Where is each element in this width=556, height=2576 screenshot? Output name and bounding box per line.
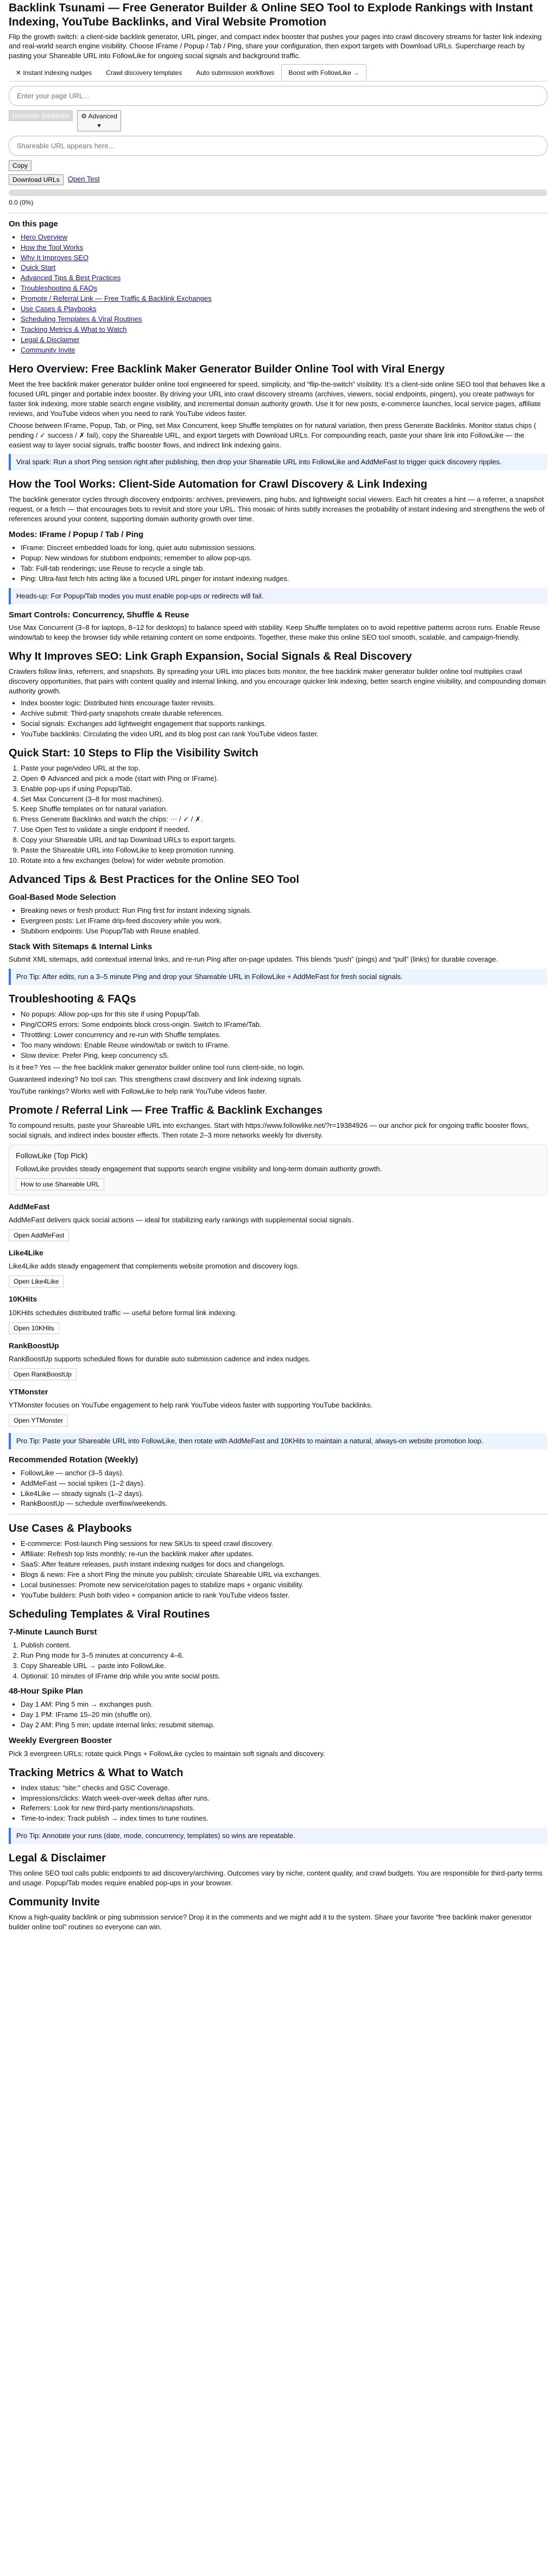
- toc-link[interactable]: Advanced Tips & Best Practices: [21, 274, 121, 282]
- faq-item: Guaranteed indexing? No tool can. This strengthens crawl discovery and link indexing signals.: [9, 1075, 303, 1083]
- page-title: Backlink Tsunami — Free Generator Builder & Online SEO Tool to Explode Rankings with Instant Indexing, YouTube Backlinks, and Viral Website Promotion: [9, 2, 533, 29]
- stack-heading: Stack With Sitemaps & Internal Links: [9, 942, 153, 951]
- how-to-use-share-url-button[interactable]: How to use Shareable URL: [16, 1178, 104, 1190]
- list-item: • Social signals: Exchanges add lightweight engagement that supports rankings.: [21, 719, 547, 729]
- how-paragraph: The backlink generator cycles through discovery endpoints: archives, previewers, ping hubs, and lightweight social viewers. Each hit creates a hint — a referrer, a snapshot request, or a fetch — that encourages bots to revisit and store your URL. This mosaic of hints subtly increases the probability of instant indexing and strengthens the web of references around your content, supporting domain authority growth over time.: [9, 495, 545, 523]
- advanced-label: ⚙ Advanced: [81, 112, 117, 121]
- section-heading-legal: Legal & Disclaimer: [9, 1852, 106, 1865]
- step: 3. Copy Shareable URL → paste into FollowLike.: [21, 1661, 547, 1671]
- rotation-list: [9, 1468, 547, 1509]
- partner-desc: AddMeFast delivers quick social actions — ideal for stabilizing early rankings with supplemental social signals.: [9, 1216, 353, 1224]
- step: 4. Optional: 10 minutes of IFrame drip while you write social posts.: [21, 1671, 547, 1681]
- list-item: • E-commerce: Post-launch Ping sessions for new SKUs to speed crawl discovery.: [21, 1539, 547, 1549]
- tab-auto-submission[interactable]: Auto submission workflows: [189, 64, 281, 81]
- list-item: • YouTube backlinks: Circulating the video URL and its blog post can rank YouTube videos faster.: [21, 729, 547, 739]
- why-paragraph: Crawlers follow links, referrers, and snapshots. By spreading your URL into places bots monitor, the free backlink maker generator builder online tool multiplies crawl discovery opportunities, that pairs with content quality and internal linking, and you encourage quicker link indexing, better search engine visibility, and compounding domain authority growth.: [9, 667, 546, 696]
- list-item: • Slow device: Prefer Ping, keep concurrency ≤5.: [21, 1051, 547, 1060]
- list-item: • Tab: Full-tab renderings; use Reuse to recycle a single tab.: [21, 564, 547, 573]
- modes-heading: Modes: IFrame / Popup / Tab / Ping: [9, 530, 144, 540]
- list-item: • Time-to-index: Track publish → index times to tune routines.: [21, 1814, 547, 1823]
- list-item: • SaaS: After feature releases, push instant indexing nudges for docs and changelogs.: [21, 1560, 547, 1569]
- overview-paragraph: Meet the free backlink maker generator builder online tool engineered for speed, simplicity, and “flip-the-switch” visibility. It’s a client-side online SEO tool that behaves like a focused URL pinger and portable index booster. By driving your URL into crawl discovery streams (archives, viewers, social endpoints, pingers), you create pathways for faster link indexing, more stable search engine visibility, and incremental domain authority growth. Use it for new posts, e-commerce launches, local service pages, affiliate reviews, and YouTube videos when you need to rank YouTube videos faster.: [9, 380, 545, 418]
- modes-list: [9, 543, 547, 584]
- toc-link[interactable]: Community Invite: [21, 345, 75, 354]
- partner-desc: 10KHits schedules distributed traffic — useful before formal link indexing.: [9, 1308, 237, 1317]
- step: 1. Publish content.: [21, 1640, 547, 1650]
- partner-name: AddMeFast: [9, 1202, 50, 1211]
- step: 2. Open ⚙ Advanced and pick a mode (start with Ping or IFrame).: [21, 774, 547, 784]
- toc-item: [21, 273, 547, 283]
- toc-item: [21, 294, 547, 304]
- open-partner-button[interactable]: Open Like4Like: [9, 1276, 64, 1287]
- toc-item: [21, 335, 547, 345]
- list-item: • Index status: “site:” checks and GSC Coverage.: [21, 1783, 547, 1793]
- section-heading-scheduling: Scheduling Templates & Viral Routines: [9, 1608, 210, 1621]
- list-item: • Impressions/clicks: Watch week-over-week deltas after runs.: [21, 1794, 547, 1803]
- callout: Pro Tip: Annotate your runs (date, mode, concurrency, templates) so wins are repeatable.: [9, 1828, 547, 1844]
- list-item: • FollowLike — anchor (3–5 days).: [21, 1468, 547, 1478]
- metrics-list: [9, 1783, 547, 1824]
- partner-desc: YTMonster focuses on YouTube engagement to help rank YouTube videos faster with supporting YouTube backlinks.: [9, 1401, 372, 1410]
- toc-link[interactable]: Hero Overview: [21, 232, 67, 241]
- toc-link[interactable]: Legal & Disclaimer: [21, 336, 80, 344]
- section-heading-promote: Promote / Referral Link — Free Traffic & Backlink Exchanges: [9, 1104, 323, 1116]
- download-urls-button[interactable]: Download URLs: [9, 174, 64, 185]
- burst-heading: 7-Minute Launch Burst: [9, 1627, 97, 1637]
- copy-button[interactable]: Copy: [9, 160, 31, 171]
- faq-item: YouTube rankings? Works well with FollowLike to help rank YouTube videos faster.: [9, 1087, 267, 1095]
- page: [0, 1, 556, 1932]
- step: 8. Copy your Shareable URL and tap Download URLs to export targets.: [21, 835, 547, 845]
- toc-link[interactable]: Troubleshooting & FAQs: [21, 284, 98, 293]
- list-item: • Like4Like — steady signals (1–2 days).: [21, 1489, 547, 1499]
- step: 1. Paste your page/video URL at the top.: [21, 763, 547, 773]
- list-item: • Breaking news or fresh product: Run Ping first for instant indexing signals.: [21, 906, 547, 916]
- section-heading-metrics: Tracking Metrics & What to Watch: [9, 1766, 184, 1779]
- step: 10. Rotate into a few exchanges (below) for wider website promotion.: [21, 856, 547, 866]
- why-list: [9, 698, 547, 739]
- toc-link[interactable]: Promote / Referral Link — Free Traffic & Backlink Exchanges: [21, 294, 212, 303]
- overview-paragraph: Choose between IFrame, Popup, Tab, or Ping, set Max Concurrent, keep Shuffle templates on for natural variation, then press Generate Backlinks. Monitor status chips ( pending / ✓ success / ✗ fail), copy the Shareable URL, and export targets with Download URLs. For compounding reach, paste your share link into FollowLike — the easiest way to layer social signals, traffic booster flows, and indirect link indexing gains.: [9, 421, 536, 449]
- partner-desc: Like4Like adds steady engagement that complements website promotion and discovery logs.: [9, 1262, 299, 1271]
- progress-bar: [9, 190, 547, 196]
- list-item: • No popups: Allow pop-ups for this site if using Popup/Tab.: [21, 1009, 547, 1019]
- list-item: • Too many windows: Enable Reuse window/tab or switch to IFrame.: [21, 1040, 547, 1050]
- trouble-list: [9, 1009, 547, 1060]
- open-partner-button[interactable]: Open RankBoostUp: [9, 1368, 77, 1380]
- list-item: • Day 1 PM: IFrame 15–20 min (shuffle on).: [21, 1710, 547, 1720]
- step: 6. Press Generate Backlinks and watch the chips: ⋯ / ✓ / ✗.: [21, 815, 547, 824]
- step: 3. Enable pop-ups if using Popup/Tab.: [21, 784, 547, 794]
- list-item: • Ping/CORS errors: Some endpoints block cross-origin. Switch to IFrame/Tab.: [21, 1020, 547, 1030]
- tab-instant-indexing[interactable]: ✕ Instant indexing nudges: [9, 64, 99, 81]
- partner-name: 10KHits: [9, 1295, 37, 1304]
- step: 4. Set Max Concurrent (3–8 for most machines).: [21, 794, 547, 804]
- callout: Heads-up: For Popup/Tab modes you must enable pop-ups or redirects will fail.: [9, 588, 547, 604]
- list-item: • Affiliate: Refresh top lists monthly; re-run the backlink maker after updates.: [21, 1549, 547, 1559]
- section-heading-troubleshooting: Troubleshooting & FAQs: [9, 993, 136, 1006]
- spike-heading: 48-Hour Spike Plan: [9, 1687, 83, 1696]
- share-url-field[interactable]: [9, 136, 547, 156]
- list-item: • Local businesses: Promote new service/citation pages to stabilize maps + organic visibility.: [21, 1580, 547, 1590]
- callout: Viral spark: Run a short Ping session right after publishing, then drop your Shareable URL into FollowLike and AddMeFast to trigger quick discovery ripples.: [9, 454, 547, 470]
- weekly-paragraph: Pick 3 evergreen URLs; rotate quick Pings + FollowLike cycles to maintain soft signals and discovery.: [9, 1749, 325, 1758]
- list-item: • Evergreen posts: Let IFrame drip-feed discovery while you work.: [21, 916, 547, 926]
- list-item: • Day 2 AM: Ping 5 min; update internal links; resubmit sitemap.: [21, 1720, 547, 1730]
- partner-card: [9, 1202, 547, 1241]
- section-heading-community: Community Invite: [9, 1896, 100, 1909]
- list-item: • Referrers: Look for new third-party mentions/snapshots.: [21, 1803, 547, 1813]
- section-heading-use-cases: Use Cases & Playbooks: [9, 1523, 132, 1535]
- generate-button[interactable]: Generate Backlinks: [9, 110, 73, 121]
- callout: Pro Tip: After edits, run a 3–5 minute Ping and drop your Shareable URL in FollowLike + AddMeFast for fresh social signals.: [9, 969, 547, 985]
- toc-link[interactable]: Use Cases & Playbooks: [21, 305, 97, 313]
- tab-boost-followlike[interactable]: Boost with FollowLike →: [281, 64, 367, 81]
- tab-crawl-discovery[interactable]: Crawl discovery templates: [99, 64, 189, 81]
- promote-paragraph: To compound results, paste your Shareable URL into exchanges. Start with https://www.followlike.net/?r=19384926 — our anchor pick for ongoing traffic booster flows, social signals, and indirect index booster effects. Then rotate 2–3 more networks weekly for diversity.: [9, 1121, 529, 1139]
- advanced-toggle[interactable]: [77, 110, 121, 131]
- open-partner-button[interactable]: Open 10KHits: [9, 1322, 59, 1334]
- callout: Pro Tip: Paste your Shareable URL into FollowLike, then rotate with AddMeFast and 10KHits to maintain a natural, always-on website promotion loop.: [9, 1433, 547, 1449]
- partner-name: RankBoostUp: [9, 1341, 59, 1350]
- partner-card: [9, 1387, 547, 1426]
- step: 7. Use Open Test to validate a single endpoint if needed.: [21, 825, 547, 835]
- list-item: • Throttling: Lower concurrency and re-run with Shuffle templates.: [21, 1030, 547, 1040]
- list-item: • YouTube builders: Push both video + companion article to rank YouTube videos faster.: [21, 1590, 547, 1600]
- list-item: • Archive submit: Third-party snapshots create durable references.: [21, 709, 547, 718]
- weekly-heading: Weekly Evergreen Booster: [9, 1735, 112, 1745]
- section-heading-tips: Advanced Tips & Best Practices for the Online SEO Tool: [9, 874, 299, 886]
- toc-link[interactable]: Scheduling Templates & Viral Routines: [21, 315, 142, 324]
- community-paragraph: Know a high-quality backlink or ping submission service? Drop it in the comments and we might add it to the system. Share your favorite “free backlink maker generator builder online tool” routines so everyone can win.: [9, 1913, 532, 1931]
- spike-list: [9, 1700, 547, 1730]
- generate-row: [9, 110, 547, 131]
- list-item: • AddMeFast — social spikes (1–2 days).: [21, 1479, 547, 1488]
- open-test-link[interactable]: Open Test: [67, 175, 100, 184]
- list-item: • Index booster logic: Distributed hints encourage faster revisits.: [21, 698, 547, 708]
- smart-controls-paragraph: Use Max Concurrent (3–8 for laptops, 8–12 for desktops) to balance speed with stability. Keep Shuffle templates on to avoid repetitive patterns across runs. Enable Reuse window/tab to keep the browser tidy while retaining content on some endpoints. Together, these make this online SEO tool smooth, scalable, and campaign-friendly.: [9, 623, 540, 642]
- toc-item: [21, 304, 547, 314]
- toc-item: [21, 263, 547, 273]
- toc-link[interactable]: Why It Improves SEO: [21, 253, 89, 262]
- featured-partner-desc: FollowLike provides steady engagement that supports search engine visibility and long-term domain authority growth.: [16, 1164, 382, 1173]
- toc-item: [21, 314, 547, 324]
- toc-list: [9, 232, 547, 355]
- section-heading-quick-start: Quick Start: 10 Steps to Flip the Visibility Switch: [9, 747, 258, 759]
- section-heading-overview: Hero Overview: Free Backlink Maker Generator Builder Online Tool with Viral Energy: [9, 363, 445, 375]
- toc-item: [21, 243, 547, 252]
- step: 2. Run Ping mode for 3–5 minutes at concurrency 4–6.: [21, 1651, 547, 1660]
- featured-partner-card: [9, 1145, 547, 1195]
- open-partner-button[interactable]: Open AddMeFast: [9, 1229, 69, 1241]
- download-row: [9, 174, 547, 185]
- faq-item: Is it free? Yes — the free backlink maker generator builder online tool runs client-side, no login.: [9, 1063, 305, 1071]
- step: 9. Paste the Shareable URL into FollowLike to keep promotion running.: [21, 845, 547, 855]
- toc-item: [21, 283, 547, 293]
- burst-steps: [9, 1640, 547, 1681]
- partner-card: [9, 1294, 547, 1334]
- section-heading-how: How the Tool Works: Client-Side Automation for Crawl Discovery & Link Indexing: [9, 478, 427, 491]
- partner-name: YTMonster: [9, 1387, 48, 1396]
- progress-text: 0.0 (0%): [9, 199, 34, 207]
- feature-tabs: [9, 64, 547, 81]
- toc-item: [21, 253, 547, 263]
- list-item: • Blogs & news: Fire a short Ping the minute you publish; circulate Shareable URL via exchanges.: [21, 1570, 547, 1580]
- section-heading-why: Why It Improves SEO: Link Graph Expansion, Social Signals & Real Discovery: [9, 651, 412, 663]
- open-partner-button[interactable]: Open YTMonster: [9, 1415, 68, 1426]
- smart-controls-heading: Smart Controls: Concurrency, Shuffle & Reuse: [9, 610, 189, 620]
- list-item: • RankBoostUp — schedule overflow/weekends.: [21, 1499, 547, 1508]
- toc-item: [21, 345, 547, 355]
- goal-heading: Goal-Based Mode Selection: [9, 893, 116, 902]
- url-input[interactable]: [9, 86, 547, 106]
- featured-partner-title: FollowLike (Top Pick): [16, 1151, 88, 1160]
- quick-start-steps: [9, 763, 547, 866]
- partner-card: [9, 1248, 547, 1287]
- toc-link[interactable]: Tracking Metrics & What to Watch: [21, 325, 127, 334]
- list-item: • IFrame: Discreet embedded loads for long, quiet auto submission sessions.: [21, 543, 547, 553]
- partner-name: Like4Like: [9, 1248, 43, 1258]
- toc-heading: On this page: [9, 219, 58, 229]
- list-item: • Stubborn endpoints: Use Popup/Tab with Reuse enabled.: [21, 926, 547, 936]
- list-item: • Popup: New windows for stubborn endpoints; remember to allow pop-ups.: [21, 553, 547, 563]
- legal-paragraph: This online SEO tool calls public endpoints to aid discovery/archiving. Outcomes vary by niche, content quality, and crawl budgets. You are responsible for third-party terms and usage. Popup/Tab modes require enabled pop-ups in your browser.: [9, 1869, 543, 1887]
- toc-link[interactable]: How the Tool Works: [21, 243, 84, 251]
- chevron-down-icon: ▾: [97, 121, 101, 129]
- partner-desc: RankBoostUp supports scheduled flows for durable auto submission cadence and index nudges.: [9, 1354, 311, 1363]
- step: 5. Keep Shuffle templates on for natural variation.: [21, 804, 547, 814]
- toc-item: [21, 232, 547, 242]
- stack-paragraph: Submit XML sitemaps, add contextual internal links, and re-run Ping after on-page updates. This blends “push” (pings) and “pull” (links) for durable coverage.: [9, 955, 498, 964]
- list-item: • Day 1 AM: Ping 5 min → exchanges push.: [21, 1700, 547, 1709]
- partner-card: [9, 1341, 547, 1380]
- use-cases-list: [9, 1539, 547, 1600]
- goals-list: [9, 906, 547, 936]
- toc-link[interactable]: Quick Start: [21, 263, 56, 272]
- hero-intro: Flip the growth switch: a client-side backlink generator, URL pinger, and compact index booster that pushes your pages into crawl discovery streams for faster link indexing and real-world search engine visibility. Choose IFrame / Popup / Tab / Ping, share your configuration, then export targets with Download URLs. Supercharge reach by pasting your Shareable URL into FollowLike for ongoing social signals and background traffic.: [9, 32, 542, 60]
- toc-item: [21, 325, 547, 334]
- rotation-heading: Recommended Rotation (Weekly): [9, 1455, 138, 1464]
- list-item: • Ping: Ultra-fast fetch hits acting like a focused URL pinger for instant indexing nudges.: [21, 574, 547, 584]
- copy-row: [9, 160, 547, 171]
